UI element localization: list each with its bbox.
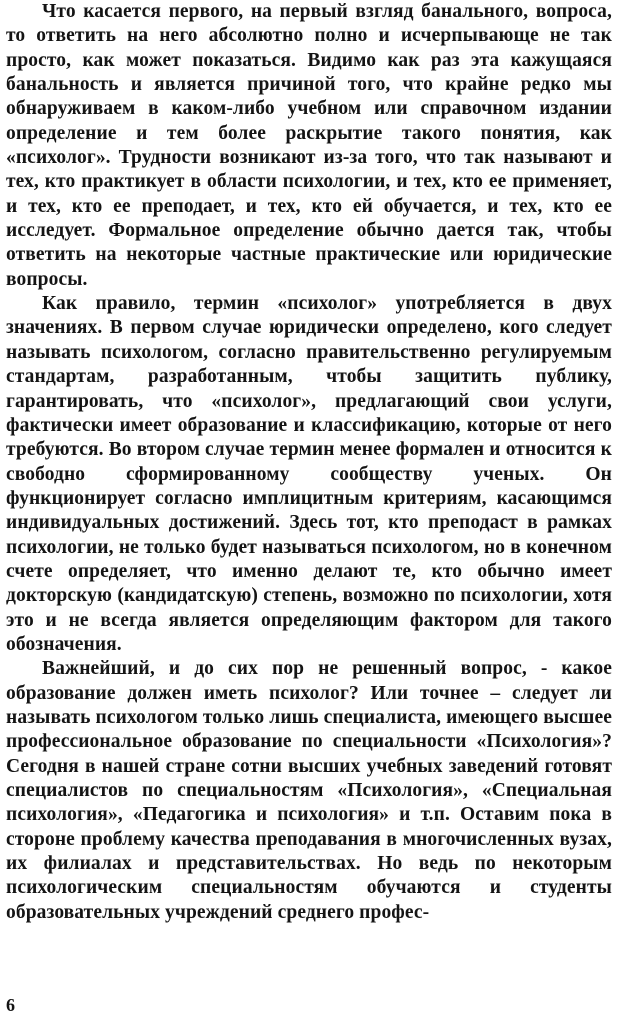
body-text <box>6 0 612 925</box>
paragraph-2: Как правило, термин «психолог» употребляется в двух значениях. В первом случае юридически определено, кого следует называть психологом, согласно правительственно регулируемым стандартам, разработанным, чтобы защитить публику, гарантировать, что «психолог», предлагающий свои услуги, фактически имеет образование и классификацию, которые от него требуются. Во втором случае термин менее формален и относится к свободно сформированному сообществу ученых. Он функционирует согласно имплицитным критериям, касающимся индивидуальных достижений. Здесь тот, кто преподаст в рамках психологии, не только будет называться психологом, но в конечном счете определяет, что именно делают те, кто обычно имеет докторскую (кандидатскую) степень, возможно по психологии, хотя это и не всегда является определяющим фактором для такого обозначения. <box>6 293 612 655</box>
paragraph-3: Важнейший, и до сих пор не решенный вопрос, - какое образование должен иметь психолог? Или точнее – следует ли называть психологом только лишь специалиста, имеющего высшее профессиональное образование по специальности «Психология»? Сегодня в нашей стране сотни высших учебных заведений готовят специалистов по специальностям «Психология», «Специальная психология», «Педагогика и психология» и т.п. Оставим пока в стороне проблему качества преподавания в многочисленных вузах, их филиалах и представительствах. Но ведь по некоторым психологическим специальностям обучаются и студенты образовательных учреждений среднего профес- <box>6 658 612 923</box>
page-number: 6 <box>6 995 15 1015</box>
paragraph-1: Что касается первого, на первый взгляд банального, вопроса, то ответить на него абсолютно полно и исчерпывающе не так просто, как может показаться. Видимо как раз эта кажущаяся банальность и является причиной того, что крайне редко мы обнаруживаем в каком-либо учебном или справочном издании определение и тем более раскрытие такого понятия, как «психолог». Трудности возникают из-за того, что так называют и тех, кто практикует в области психологии, и тех, кто ее применяет, и тех, кто ее преподает, и тех, кто ей обучается, и тех, кто ее исследует. Формальное определение обычно дается так, чтобы ответить на некоторые частные практические или юридические вопросы. <box>6 1 612 290</box>
